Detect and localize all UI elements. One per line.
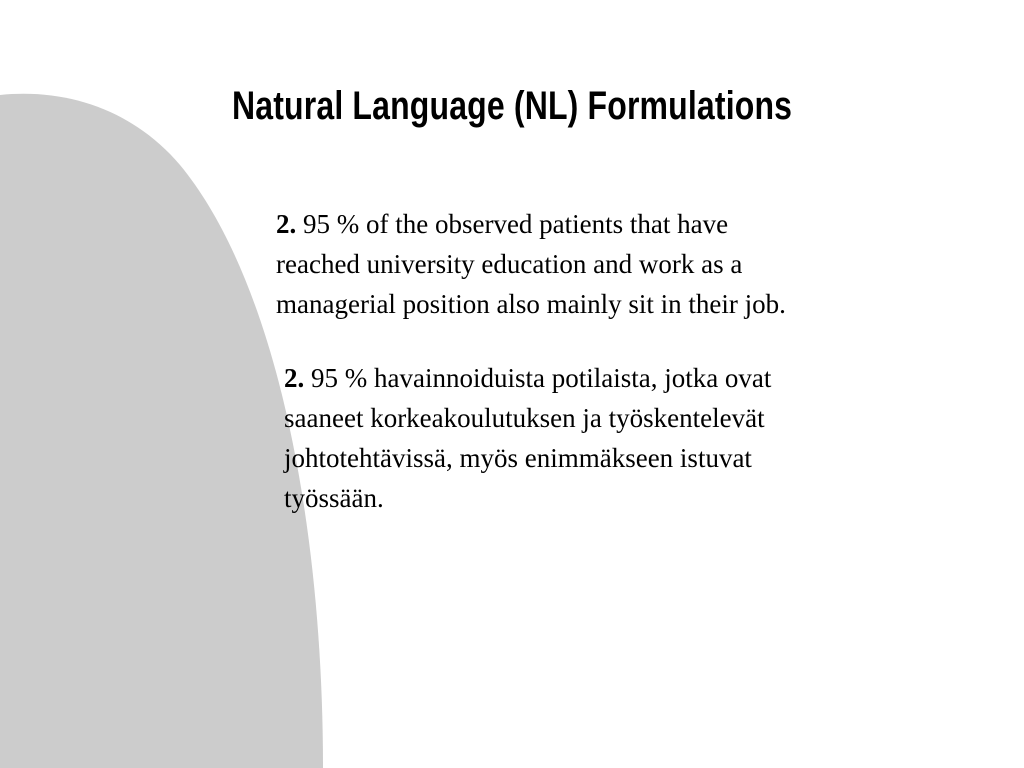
finnish-formulation-text (284, 358, 964, 518)
slide-title: Natural Language (NL) Formulations (232, 84, 793, 128)
text-line: reached university education and work as a (276, 249, 743, 279)
text-line: työssään. (284, 483, 384, 513)
arch-shape (0, 94, 323, 768)
text-line: johtotehtävissä, myös enimmäkseen istuvat (284, 443, 752, 473)
english-formulation-text (276, 204, 956, 324)
text-line: managerial position also mainly sit in their job. (276, 289, 786, 319)
formulation-number: 2. (284, 363, 305, 393)
text-line: 95 % havainnoiduista potilaista, jotka ovat (311, 363, 772, 393)
formulation-number: 2. (276, 209, 297, 239)
text-line: 95 % of the observed patients that have (303, 209, 729, 239)
text-line: saaneet korkeakoulutuksen ja työskentelevät (284, 403, 765, 433)
